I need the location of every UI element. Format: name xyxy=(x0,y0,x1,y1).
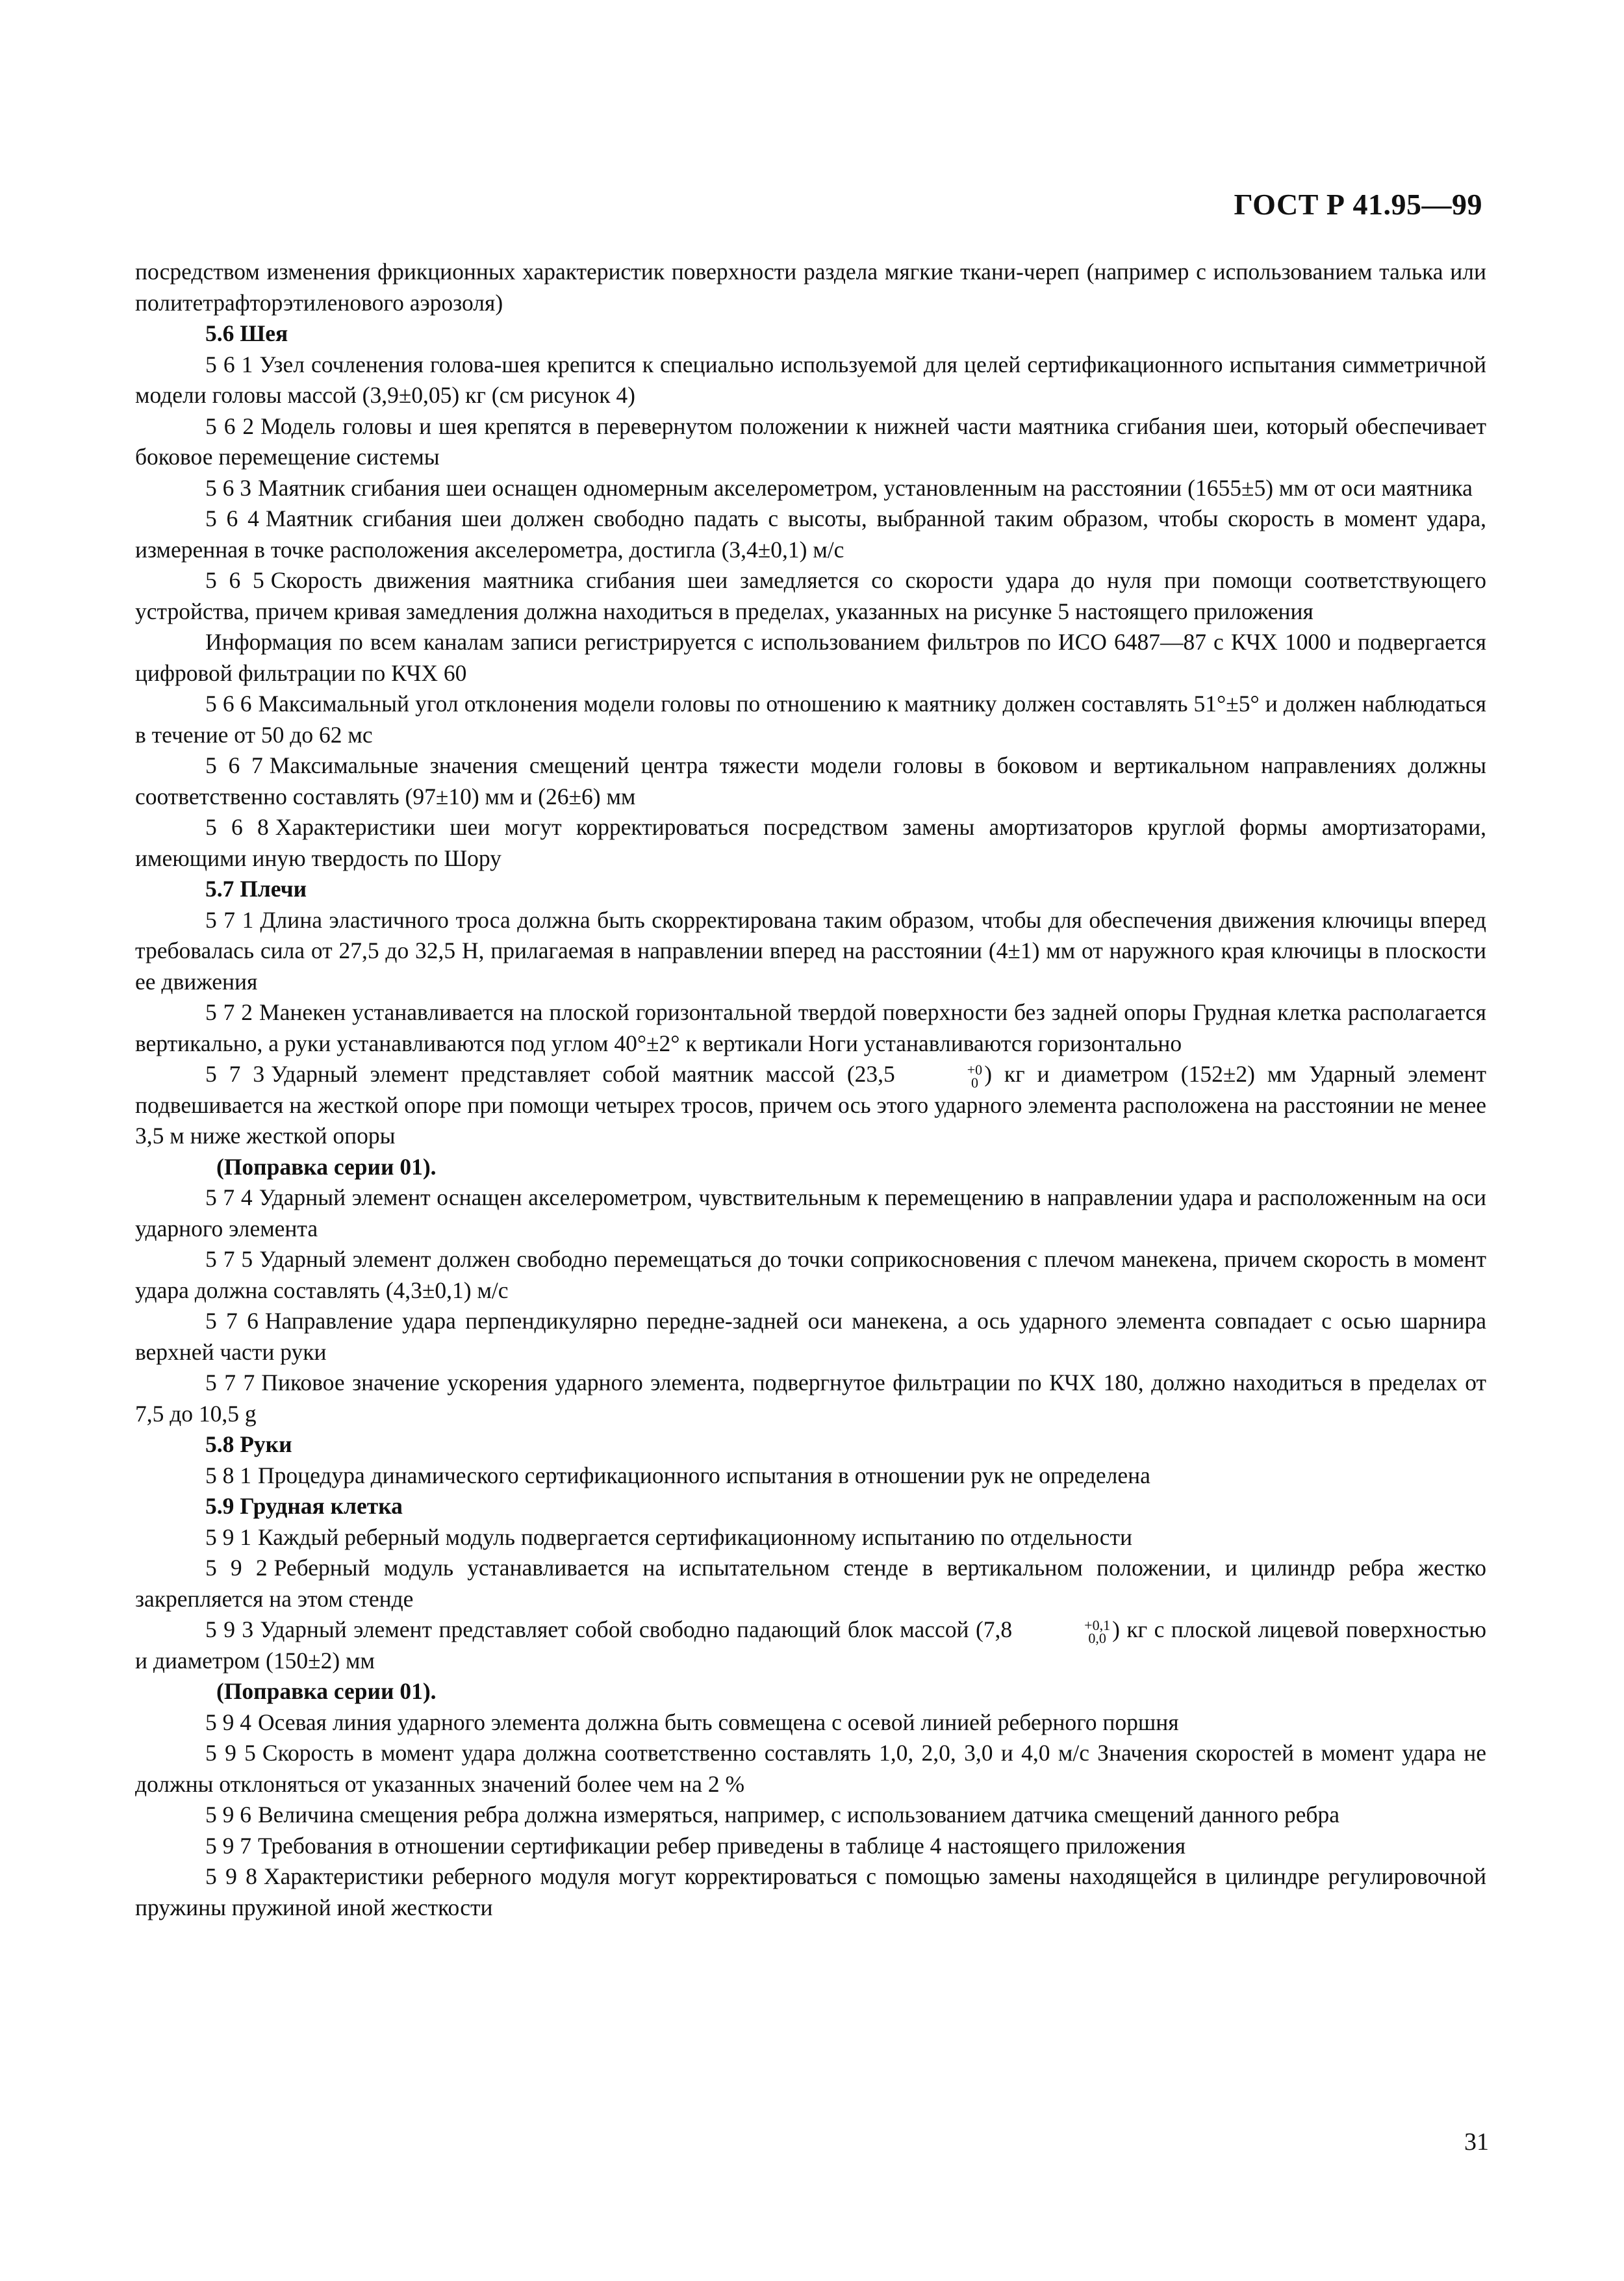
clause-text: Манекен устанавливается на плоской горизонтальной твердой поверхности без задней опоры Грудная клетка располагается вертикально, а руки устанавливаются под углом 40°±2° к вертикали Ноги устанавливаются горизонтально xyxy=(135,999,1486,1056)
clause-text: Характеристики шеи могут корректироваться посредством замены амортизаторов круглой формы амортизаторами, имеющими иную твердость по Шору xyxy=(135,814,1486,871)
clause-number: 5 9 3 xyxy=(205,1616,254,1642)
clause-text: Модель головы и шея крепятся в перевернутом положении к нижней части маятника сгибания шеи, который обеспечивает боковое перемещение системы xyxy=(135,413,1486,470)
clause-text: Длина эластичного троса должна быть скорректирована таким образом, чтобы для обеспечения движения ключицы вперед требовалась сила от 27,5 до 32,5 Н, прилагаемая в направлении вперед на расстоянии (4±1) мм от наружного края ключицы в плоскости ее движения xyxy=(135,906,1486,995)
paragraph-5-7-6 xyxy=(135,1306,1486,1368)
tolerance-upper: +0,1 xyxy=(1084,1616,1111,1633)
paragraph-5-6-7 xyxy=(135,750,1486,812)
clause-number: 5 7 2 xyxy=(205,999,253,1025)
paragraph-5-9-8 xyxy=(135,1861,1486,1923)
document-code: ГОСТ Р 41.95—99 xyxy=(1234,188,1482,221)
document-body xyxy=(135,257,1486,1923)
paragraph-5-7-3 xyxy=(135,1059,1486,1152)
tolerance-fraction xyxy=(897,1061,983,1091)
clause-text: Скорость в момент удара должна соответственно составлять 1,0, 2,0, 3,0 и 4,0 м/с Значения скоростей в момент удара не должны отклоняться от указанных значений более чем на 2 % xyxy=(135,1740,1486,1797)
tolerance-lower: 0 xyxy=(971,1074,978,1091)
clause-text: Процедура динамического сертификационного испытания в отношении рук не определена xyxy=(258,1462,1150,1488)
paragraph-5-7-7 xyxy=(135,1368,1486,1429)
paragraph-intro: посредством изменения фрикционных характеристик поверхности раздела мягкие ткани-череп (например с использованием талька или политетрафторэтиленового аэрозоля) xyxy=(135,259,1486,316)
clause-number: 5 6 1 xyxy=(205,351,253,377)
paragraph-5-7-4 xyxy=(135,1182,1486,1244)
paragraph-5-6-6 xyxy=(135,689,1486,750)
paragraph-5-7-1 xyxy=(135,905,1486,998)
tolerance-lower: 0,0 xyxy=(1088,1629,1106,1646)
paragraph-5-6-1 xyxy=(135,350,1486,411)
clause-text: Каждый реберный модуль подвергается сертификационному испытанию по отдельности xyxy=(258,1523,1133,1550)
clause-text: Ударный элемент должен свободно перемещаться до точки соприкосновения с плечом манекена, причем скорость в момент удара должна составлять (4,3±0,1) м/с xyxy=(135,1246,1487,1303)
paragraph-5-6-2 xyxy=(135,411,1486,473)
paragraph-5-9-5 xyxy=(135,1738,1486,1800)
paragraph-5-6-3 xyxy=(135,473,1486,504)
clause-text-continued: ) кг с плоской лицевой поверхностью и диаметром (150±2) мм xyxy=(135,1616,1486,1674)
clause-text-continued: ) кг и диаметром (152±2) мм Ударный элемент подвешивается на жесткой опоре при помощи четырех тросов, причем ось этого ударного элемента расположена на расстоянии не менее 3,5 м ниже жесткой опоры xyxy=(135,1061,1486,1149)
clause-number: 5 9 4 xyxy=(205,1709,251,1735)
clause-text: Ударный элемент представляет собой свободно падающий блок массой (7,8 xyxy=(260,1616,1013,1642)
clause-number: 5 6 5 xyxy=(205,567,264,593)
clause-number: 5 7 1 xyxy=(205,906,254,933)
paragraph-5-9-6 xyxy=(135,1800,1486,1831)
clause-number: 5 7 4 xyxy=(205,1184,253,1210)
paragraph-5-8-1 xyxy=(135,1460,1486,1492)
clause-number: 5 7 3 xyxy=(205,1061,265,1087)
clause-number: 5 9 7 xyxy=(205,1832,251,1859)
paragraph-5-9-7 xyxy=(135,1831,1486,1862)
amendment-note: (Поправка серии 01). xyxy=(216,1153,437,1180)
clause-text: Пиковое значение ускорения ударного элемента, подвергнутое фильтрации по КЧХ 180, должно находиться в пределах от 7,5 до 10,5 g xyxy=(135,1370,1486,1427)
paragraph-5-7-5 xyxy=(135,1244,1486,1306)
clause-number: 5 6 2 xyxy=(205,413,255,439)
clause-text: Маятник сгибания шеи должен свободно падать с высоты, выбранной таким образом, чтобы скорость в момент удара, измеренная в точке расположения акселерометра, достигла (3,4±0,1) м/с xyxy=(135,505,1486,563)
clause-text: Узел сочленения голова-шея крепится к специально используемой для целей сертификационного испытания симметричной модели головы массой (3,9±0,05) кг (см рисунок 4) xyxy=(135,351,1486,408)
clause-number: 5 9 8 xyxy=(205,1863,257,1889)
clause-text: Максимальный угол отклонения модели головы по отношению к маятнику должен составлять 51°±5° и должен наблюдаться в течение от 50 до 62 мс xyxy=(135,691,1486,748)
paragraph-5-7-2 xyxy=(135,997,1486,1059)
clause-number: 5 6 4 xyxy=(205,505,259,531)
paragraph-5-9-1 xyxy=(135,1522,1486,1553)
clause-number: 5 9 5 xyxy=(205,1740,256,1766)
clause-number: 5 7 5 xyxy=(205,1246,253,1272)
clause-text: Маятник сгибания шеи оснащен одномерным акселерометром, установленным на расстоянии (1655±5) мм от оси маятника xyxy=(258,474,1473,501)
clause-text: Требования в отношении сертификации ребер приведены в таблице 4 настоящего приложения xyxy=(258,1832,1186,1859)
section-heading-5-8: 5.8 Руки xyxy=(205,1431,292,1457)
clause-number: 5 6 7 xyxy=(205,752,263,778)
clause-text: Реберный модуль устанавливается на испытательном стенде в вертикальном положении, и цилиндр ребра жестко закрепляется на этом стенде xyxy=(135,1555,1486,1612)
clause-text: Максимальные значения смещений центра тяжести модели головы в боковом и вертикальном направлениях должны соответственно составлять (97±10) мм и (26±6) мм xyxy=(135,752,1486,809)
clause-number: 5 7 6 xyxy=(205,1308,259,1334)
paragraph-5-6-4 xyxy=(135,503,1486,565)
clause-number: 5 7 7 xyxy=(205,1370,255,1395)
amendment-note: (Поправка серии 01). xyxy=(216,1678,437,1704)
clause-text: Осевая линия ударного элемента должна быть совмещена с осевой линией реберного поршня xyxy=(258,1709,1179,1735)
tolerance-fraction xyxy=(1014,1616,1111,1646)
clause-number: 5 9 6 xyxy=(205,1802,251,1828)
clause-number: 5 6 8 xyxy=(205,814,269,840)
clause-number: 5 8 1 xyxy=(205,1462,251,1488)
section-heading-5-7: 5.7 Плечи xyxy=(205,876,307,902)
clause-text: Ударный элемент представляет собой маятник массой (23,5 xyxy=(271,1061,895,1087)
clause-number: 5 9 1 xyxy=(205,1523,251,1550)
paragraph-5-6-8 xyxy=(135,812,1486,874)
clause-number: 5 6 3 xyxy=(205,474,251,501)
paragraph-5-6-5 xyxy=(135,565,1486,627)
section-heading-5-9: 5.9 Грудная клетка xyxy=(205,1493,403,1519)
tolerance-upper: +0 xyxy=(967,1061,983,1078)
clause-text: Направление удара перпендикулярно передне-задней оси манекена, а ось ударного элемента совпадает с осью шарнира верхней части руки xyxy=(135,1308,1487,1365)
page-number: 31 xyxy=(1464,2128,1489,2156)
clause-text: Характеристики реберного модуля могут корректироваться с помощью замены находящейся в цилиндре регулировочной пружины пружиной иной жесткости xyxy=(135,1863,1487,1920)
paragraph-5-9-4 xyxy=(135,1707,1486,1739)
paragraph-5-9-3 xyxy=(135,1614,1486,1676)
paragraph-5-6-5-filters: Информация по всем каналам записи регистрируется с использованием фильтров по ИСО 6487—87 с КЧХ 1000 и подвергается цифровой фильтрации по КЧХ 60 xyxy=(135,629,1486,686)
clause-number: 5 6 6 xyxy=(205,691,252,717)
clause-text: Величина смещения ребра должна измеряться, например, с использованием датчика смещений данного ребра xyxy=(258,1802,1339,1828)
clause-text: Скорость движения маятника сгибания шеи замедляется со скорости удара до нуля при помощи соответствующего устройства, причем кривая замедления должна находиться в пределах, указанных на рисунке 5 настоящего приложения xyxy=(135,567,1486,624)
section-heading-5-6: 5.6 Шея xyxy=(205,320,288,346)
paragraph-5-9-2 xyxy=(135,1553,1486,1614)
clause-number: 5 9 2 xyxy=(205,1555,268,1581)
clause-text: Ударный элемент оснащен акселерометром, чувствительным к перемещению в направлении удара и расположенным на оси ударного элемента xyxy=(135,1184,1487,1242)
